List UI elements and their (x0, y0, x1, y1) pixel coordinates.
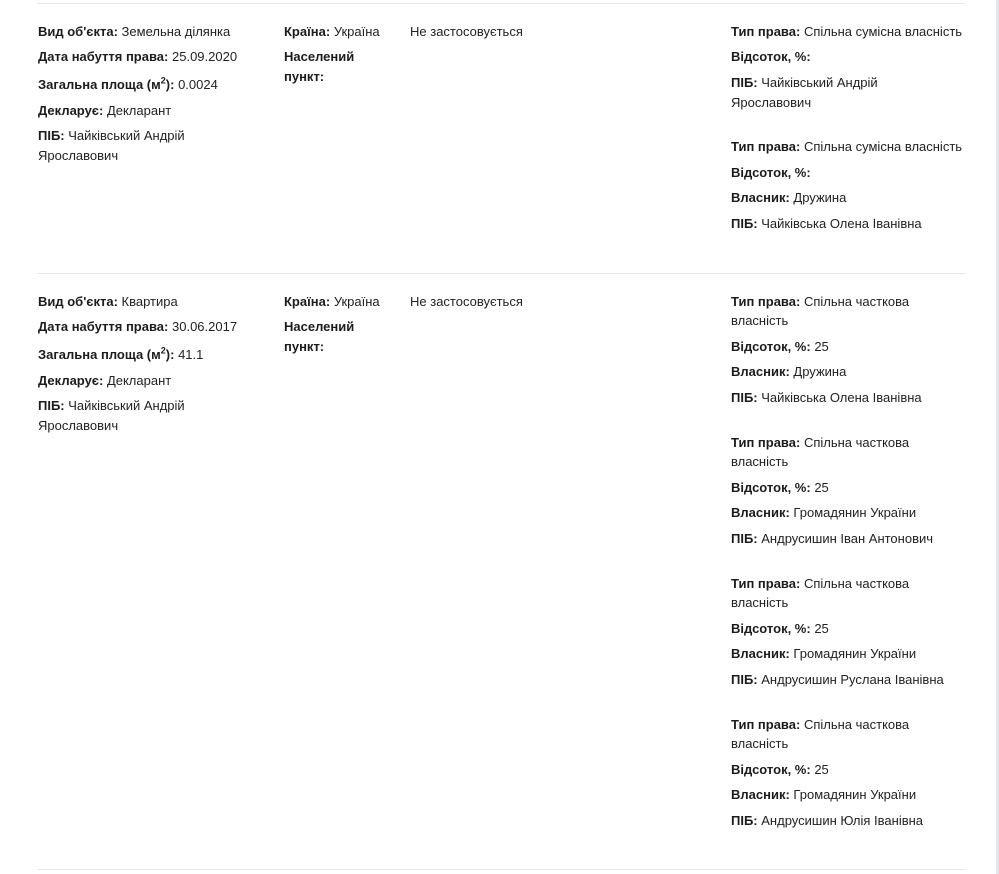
percent-value: 25 (814, 339, 829, 354)
acquisition-date-value: 25.09.2020 (172, 49, 238, 64)
location-note: Не застосовується (410, 294, 523, 309)
percent-row (731, 47, 811, 67)
percent-label: Відсоток, %: (731, 165, 811, 180)
percent-row (731, 337, 829, 357)
percent-label: Відсоток, %: (731, 621, 811, 636)
owner-row (731, 188, 846, 208)
right-type-value-line1: Спільна часткова (803, 294, 910, 309)
declares-value: Декларант (106, 103, 172, 118)
country-value: Україна (333, 24, 380, 39)
object-type-row (38, 22, 230, 42)
object-type-row (38, 292, 178, 312)
right-type-row (731, 433, 909, 453)
acquisition-date-label: Дата набуття права: (38, 319, 169, 334)
right-type-value: Спільна сумісна власність (803, 139, 963, 154)
right-type-value-line2: власність (731, 454, 789, 469)
location-note: Не застосовується (410, 24, 523, 39)
owner-row (731, 785, 916, 805)
settlement-label-line1: Населений (284, 49, 355, 64)
right-type-label: Тип права: (731, 576, 801, 591)
acquisition-date-value: 30.06.2017 (172, 319, 238, 334)
owner-name-row (731, 214, 922, 234)
percent-label: Відсоток, %: (731, 762, 811, 777)
country-row (284, 22, 380, 42)
owner-value: Дружина (793, 364, 847, 379)
declares-label: Декларує: (38, 373, 104, 388)
country-value: Україна (333, 294, 380, 309)
declares-row (38, 101, 171, 121)
country-label: Країна: (284, 24, 331, 39)
owner-label: Власник: (731, 646, 790, 661)
percent-label: Відсоток, %: (731, 480, 811, 495)
owner-name-row (731, 529, 933, 549)
owner-name-value: Андрусишин Іван Антонович (761, 531, 934, 546)
country-label: Країна: (284, 294, 331, 309)
owner-row (731, 362, 846, 382)
owner-name-row (731, 670, 944, 690)
right-type-row (731, 715, 909, 735)
percent-value: 25 (814, 621, 829, 636)
percent-row (731, 163, 811, 183)
area-row (38, 75, 218, 95)
owner-name-value: Андрусишин Руслана Іванівна (761, 672, 944, 687)
declares-label: Декларує: (38, 103, 104, 118)
owner-value: Громадянин України (793, 505, 917, 520)
declarant-name-row (38, 126, 185, 146)
owner-row (731, 644, 916, 664)
owner-label: Власник: (731, 364, 790, 379)
owner-name-row (731, 811, 923, 831)
owner-value: Громадянин України (793, 646, 917, 661)
right-type-value-line1: Спільна часткова (803, 435, 910, 450)
owner-name-value: Чайківська Олена Іванівна (761, 390, 922, 405)
right-type-label: Тип права: (731, 717, 801, 732)
top-divider (37, 3, 965, 4)
percent-value: 25 (814, 762, 829, 777)
country-row (284, 292, 380, 312)
object-type-value: Квартира (121, 294, 178, 309)
right-type-value-line2: власність (731, 595, 789, 610)
object-type-value: Земельна ділянка (121, 24, 231, 39)
percent-row (731, 760, 829, 780)
percent-value: 25 (814, 480, 829, 495)
owner-label: Власник: (731, 505, 790, 520)
owner-value: Дружина (793, 190, 847, 205)
right-type-row (731, 292, 909, 312)
percent-row (731, 619, 829, 639)
owner-row (731, 503, 916, 523)
acquisition-date-row (38, 47, 237, 67)
right-type-label: Тип права: (731, 294, 801, 309)
right-type-row (731, 574, 909, 594)
owner-name-line2: Ярославович (731, 95, 812, 110)
owner-value: Громадянин України (793, 787, 917, 802)
name-label: ПІБ: (731, 531, 758, 546)
owner-name-row (731, 388, 922, 408)
percent-label: Відсоток, %: (731, 339, 811, 354)
acquisition-date-row (38, 317, 237, 337)
percent-label: Відсоток, %: (731, 49, 811, 64)
area-row (38, 345, 203, 365)
acquisition-date-label: Дата набуття права: (38, 49, 169, 64)
right-type-label: Тип права: (731, 139, 801, 154)
owner-label: Власник: (731, 787, 790, 802)
area-value: 0.0024 (178, 77, 218, 92)
settlement-label-line2: пункт: (284, 339, 325, 354)
right-type-label: Тип права: (731, 24, 801, 39)
right-type-value: Спільна сумісна власність (803, 24, 963, 39)
name-label: ПІБ: (731, 672, 758, 687)
declarant-name-row (38, 396, 185, 416)
right-type-value-line2: власність (731, 313, 789, 328)
name-label: ПІБ: (731, 813, 758, 828)
declares-row (38, 371, 171, 391)
right-type-row (731, 137, 962, 157)
bottom-divider (37, 869, 965, 870)
record-divider (37, 273, 965, 274)
owner-name-value: Андрусишин Юлія Іванівна (761, 813, 924, 828)
name-label: ПІБ: (731, 390, 758, 405)
owner-name-line1: Чайківська Олена Іванівна (761, 216, 922, 231)
owner-label: Власник: (731, 190, 790, 205)
right-type-value-line1: Спільна часткова (803, 717, 910, 732)
right-type-value-line2: власність (731, 736, 789, 751)
settlement-label-line2: пункт: (284, 69, 325, 84)
right-type-label: Тип права: (731, 435, 801, 450)
right-type-value-line1: Спільна часткова (803, 576, 910, 591)
right-type-row (731, 22, 962, 42)
owner-name-row (731, 73, 878, 93)
name-label: ПІБ: (731, 75, 758, 90)
object-type-label: Вид об'єкта: (38, 294, 118, 309)
name-value-line2: Ярославович (38, 418, 119, 433)
area-label: Загальна площа $(м^2)$: (38, 75, 175, 92)
name-label: ПІБ: (38, 128, 65, 143)
name-value-line2: Ярославович (38, 148, 119, 163)
object-type-label: Вид об'єкта: (38, 24, 118, 39)
percent-row (731, 478, 829, 498)
area-value: 41.1 (178, 347, 204, 362)
area-label: Загальна площа $(м^2)$: (38, 345, 175, 362)
name-label: ПІБ: (38, 398, 65, 413)
name-value-line1: Чайківський Андрій (68, 398, 185, 413)
settlement-label-line1: Населений (284, 319, 355, 334)
owner-name-line1: Чайківський Андрій (761, 75, 878, 90)
name-value-line1: Чайківський Андрій (68, 128, 185, 143)
name-label: ПІБ: (731, 216, 758, 231)
declares-value: Декларант (106, 373, 172, 388)
